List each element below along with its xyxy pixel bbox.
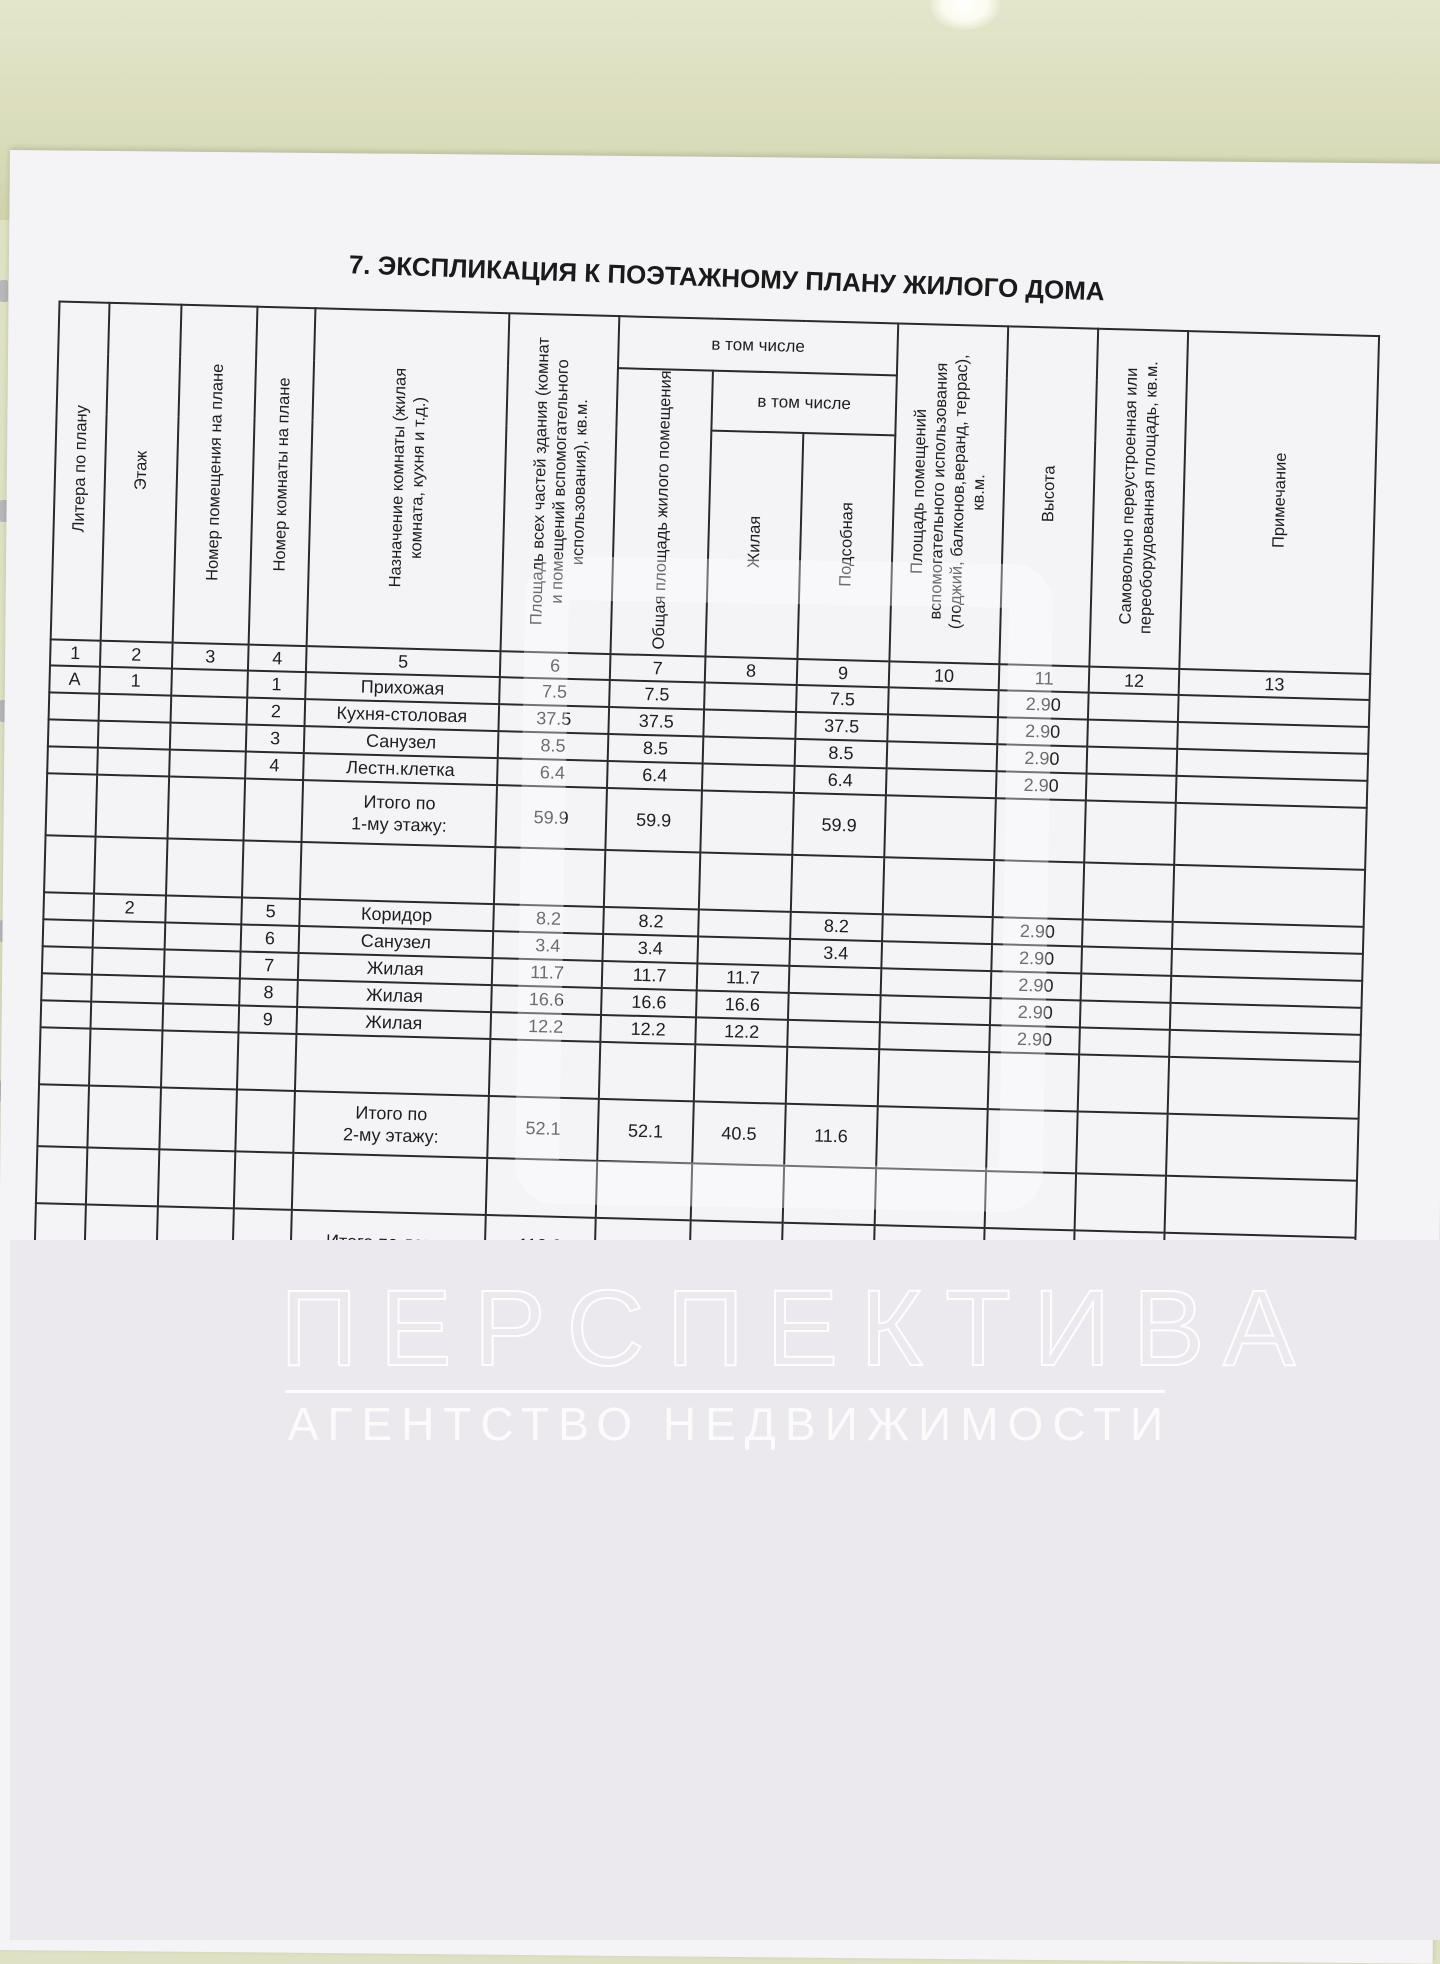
header-liter: Литера по плану: [51, 301, 110, 640]
header-group-in-total-sub: в том числе: [711, 371, 897, 436]
subtotal-floor2-row: Итого по 2-му этажу: 52.1 52.1 40.5 11.6: [37, 1084, 1358, 1181]
document-sheet-lower: [10, 1240, 1440, 1940]
subtotal-floor1-row: Итого по 1-му этажу: 59.9 59.9 59.9: [46, 774, 1367, 871]
table-row: 6 Санузел 3.4 3.4 3.4 2.90: [43, 919, 1363, 981]
header-floor: Этаж: [101, 303, 182, 643]
table-row: 9 Жилая 12.2 12.2 12.2 2.90: [41, 1000, 1361, 1062]
header-height: Высота: [999, 326, 1098, 666]
header-area-all: Площадь всех частей здания (комнат и помещений вспомогательного использования), кв.м.: [501, 313, 620, 654]
column-number-row: 1 2 3 4 5 6 7 8 9 10 11 12 13: [50, 640, 1370, 701]
document-title: 7. ЭКСПЛИКАЦИЯ К ПОЭТАЖНОМУ ПЛАНУ ЖИЛОГО ДОМА: [348, 249, 1106, 307]
table-row: А 1 1 Прихожая 7.5 7.5 7.5 2.90: [49, 666, 1369, 728]
header-premises-number: Номер помещения на плане: [173, 305, 258, 645]
table-row: 7 Жилая 11.7 11.7 11.7 2.90: [42, 946, 1362, 1008]
table-row: 2 Кухня-столовая 37.5 37.5 37.5 2.90: [49, 693, 1369, 755]
table-row: 4 Лестн.клетка 6.4 6.4 6.4 2.90: [47, 747, 1367, 809]
table-row: 3 Санузел 8.5 8.5 8.5 2.90: [48, 720, 1368, 782]
header-group-in-total: в том числе: [618, 316, 898, 375]
table-row: 2 5 Коридор 8.2 8.2 8.2 2.90: [43, 892, 1363, 954]
header-aux-area: Площадь помещений вспомогательного использования (лоджий, балконов,веранд, террас), кв.м.: [889, 323, 1008, 664]
header-living: Жилая: [705, 430, 803, 659]
watermark-sub-text: АГЕНТСТВО НЕДВИЖИМОСТИ: [287, 1398, 1173, 1450]
header-note: Примечание: [1179, 331, 1379, 674]
header-auxiliary: Подсобная: [797, 433, 895, 662]
table-row: 8 Жилая 16.6 16.6 16.6 2.90: [41, 973, 1361, 1035]
header-unauthorized-area: Самовольно переустроенная или переоборудованная площадь, кв.м.: [1089, 329, 1188, 669]
header-total-living-area: Общая площадь жилого помещения: [610, 368, 712, 657]
header-room-purpose: Назначение комнаты (жилая комната, кухня и т.д.): [307, 308, 510, 651]
watermark-logo-shape: [514, 555, 1053, 1212]
header-room-number: Номер комнаты на плане: [249, 307, 316, 647]
